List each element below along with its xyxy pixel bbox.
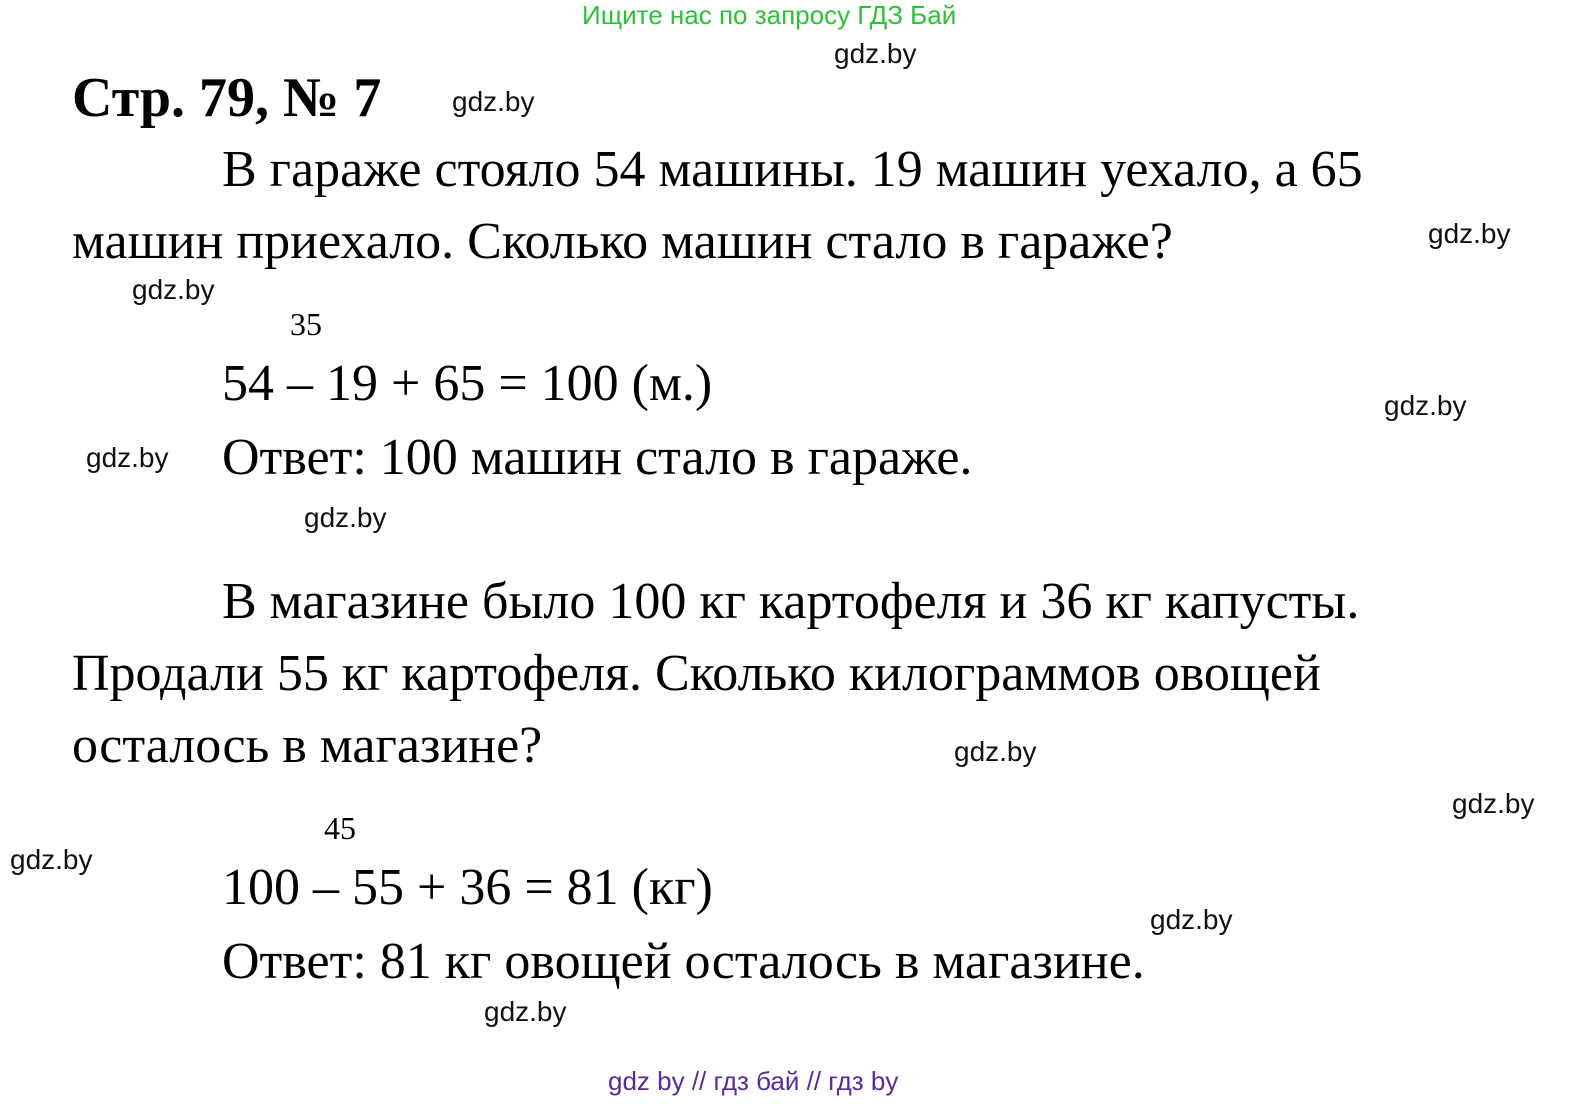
watermark: gdz.by [132, 274, 215, 305]
watermark: gdz.by [1150, 904, 1233, 935]
problem2-equation: 100 – 55 + 36 = 81 (кг) [222, 859, 713, 916]
watermark: gdz.by [452, 86, 535, 117]
problem2-text-line3: осталось в магазине? [72, 717, 543, 774]
problem2-answer: Ответ: 81 кг овощей осталось в магазине. [222, 933, 1145, 990]
problem1-text-line2: машин приехало. Сколько машин стало в гараже? [72, 213, 1173, 270]
top-banner: Ищите нас по запросу ГДЗ Бай [582, 0, 957, 30]
problem1-text-line1: В гараже стояло 54 машины. 19 машин уехало, а 65 [222, 141, 1363, 198]
watermark: gdz.by [1452, 788, 1535, 819]
watermark: gdz.by [954, 736, 1037, 767]
problem1-answer: Ответ: 100 машин стало в гараже. [222, 429, 973, 486]
problem2-text-line2: Продали 55 кг картофеля. Сколько килограммов овощей [72, 645, 1321, 702]
watermark: gdz.by [10, 844, 93, 875]
problem2-text-line1: В магазине было 100 кг картофеля и 36 кг капусты. [222, 573, 1360, 630]
page-title: Стр. 79, № 7 [72, 67, 382, 129]
watermark: gdz.by [304, 502, 387, 533]
watermark: gdz.by [484, 996, 567, 1027]
watermark: gdz.by [834, 38, 917, 69]
watermark: gdz.by [86, 442, 169, 473]
problem2-intermediate-result: 45 [324, 810, 356, 846]
problem1-intermediate-result: 35 [290, 306, 322, 342]
footer-links: gdz by // гдз бай // гдз by [608, 1066, 899, 1096]
problem1-equation: 54 – 19 + 65 = 100 (м.) [222, 355, 713, 412]
watermark: gdz.by [1384, 390, 1467, 421]
watermark: gdz.by [1428, 218, 1511, 249]
